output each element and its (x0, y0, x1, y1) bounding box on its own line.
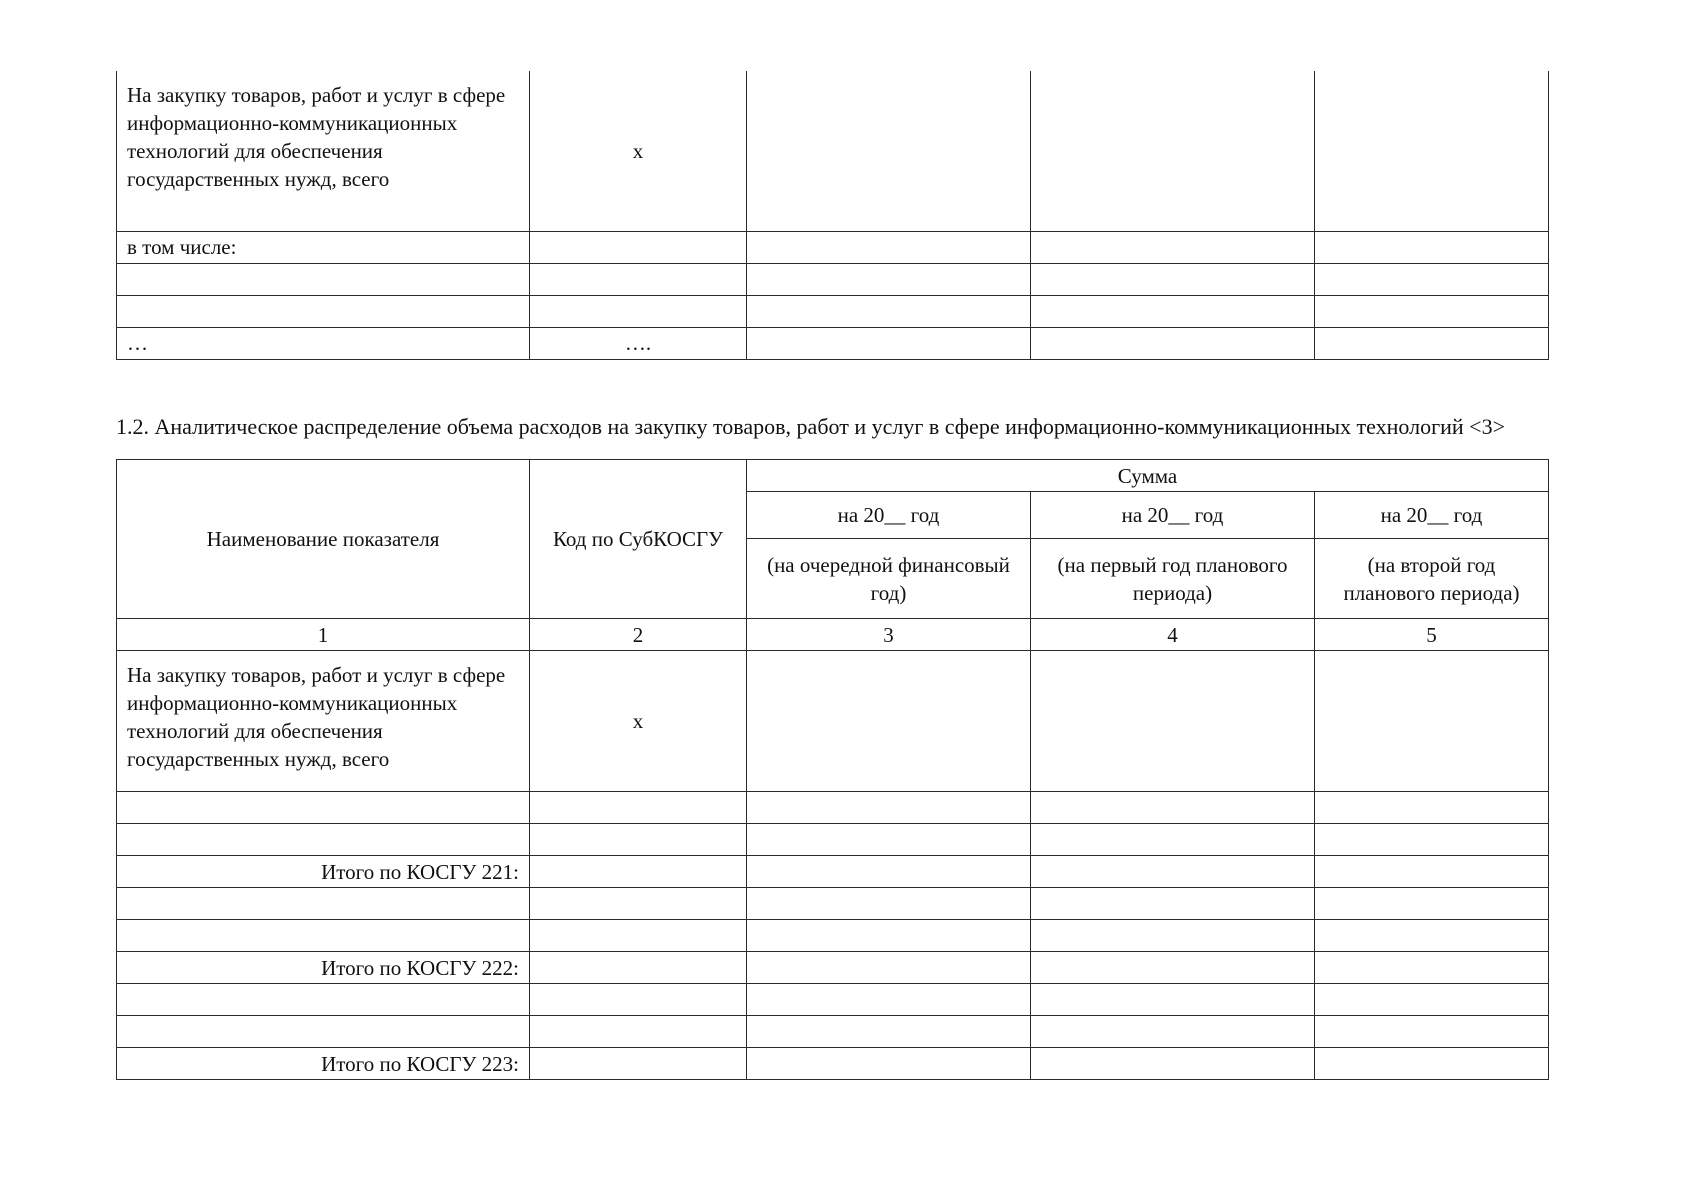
amount-cell[interactable] (1315, 651, 1549, 792)
header-year: на 20__ год (1031, 492, 1315, 539)
amount-cell[interactable] (1315, 71, 1549, 231)
amount-cell[interactable] (1315, 856, 1549, 888)
section-heading: 1.2. Аналитическое распределение объема расходов на закупку товаров, работ и услуг в сфере информационно-коммуникационных технологий <3> (116, 414, 1505, 439)
code-cell: …. (530, 327, 747, 359)
amount-cell[interactable] (747, 71, 1031, 231)
amount-cell[interactable] (747, 263, 1031, 295)
column-number: 3 (747, 619, 1031, 651)
indicator-name-cell[interactable] (117, 263, 530, 295)
amount-cell[interactable] (1031, 1048, 1315, 1080)
amount-cell[interactable] (1031, 1016, 1315, 1048)
header-period: (на первый год планового периода) (1031, 539, 1315, 619)
amount-cell[interactable] (1315, 263, 1549, 295)
table-continuation (116, 71, 1549, 360)
column-number: 1 (117, 619, 530, 651)
amount-cell[interactable] (747, 1016, 1031, 1048)
table-row (117, 263, 1549, 295)
indicator-name-cell: На закупку товаров, работ и услуг в сфере информационно-коммуникационных технологий для обеспечения государственных нужд, всего (117, 651, 530, 792)
code-cell[interactable] (530, 856, 747, 888)
code-cell[interactable] (530, 231, 747, 263)
total-row (117, 952, 1549, 984)
amount-cell[interactable] (1315, 1048, 1549, 1080)
table-row (117, 327, 1549, 359)
code-cell[interactable] (530, 295, 747, 327)
table-row (117, 231, 1549, 263)
amount-cell[interactable] (747, 231, 1031, 263)
amount-cell[interactable] (747, 920, 1031, 952)
code-cell[interactable] (530, 920, 747, 952)
indicator-name-cell[interactable] (117, 920, 530, 952)
indicator-name-cell[interactable] (117, 888, 530, 920)
amount-cell[interactable] (747, 952, 1031, 984)
amount-cell[interactable] (747, 888, 1031, 920)
table-row (117, 920, 1549, 952)
amount-cell[interactable] (1315, 327, 1549, 359)
amount-cell[interactable] (747, 295, 1031, 327)
amount-cell[interactable] (1031, 651, 1315, 792)
column-number: 2 (530, 619, 747, 651)
header-year: на 20__ год (747, 492, 1031, 539)
table-row (117, 651, 1549, 792)
indicator-name-cell[interactable] (117, 824, 530, 856)
table-row (117, 295, 1549, 327)
amount-cell[interactable] (1031, 984, 1315, 1016)
code-cell[interactable] (530, 952, 747, 984)
indicator-name-cell[interactable] (117, 1016, 530, 1048)
header-period: (на второй год планового периода) (1315, 539, 1549, 619)
amount-cell[interactable] (1031, 920, 1315, 952)
amount-cell[interactable] (1031, 824, 1315, 856)
amount-cell[interactable] (747, 792, 1031, 824)
amount-cell[interactable] (1031, 856, 1315, 888)
table-row (117, 792, 1549, 824)
table-row (117, 888, 1549, 920)
amount-cell[interactable] (1031, 792, 1315, 824)
amount-cell[interactable] (1031, 888, 1315, 920)
header-year: на 20__ год (1315, 492, 1549, 539)
header-sum: Сумма (747, 460, 1549, 492)
amount-cell[interactable] (1031, 295, 1315, 327)
amount-cell[interactable] (1315, 231, 1549, 263)
column-number: 5 (1315, 619, 1549, 651)
amount-cell[interactable] (747, 824, 1031, 856)
table-row (117, 824, 1549, 856)
table-row (117, 1016, 1549, 1048)
amount-cell[interactable] (1315, 295, 1549, 327)
amount-cell[interactable] (1031, 263, 1315, 295)
table-row (117, 984, 1549, 1016)
code-cell[interactable] (530, 888, 747, 920)
amount-cell[interactable] (747, 1048, 1031, 1080)
header-code: Код по СубКОСГУ (530, 460, 747, 619)
code-cell[interactable] (530, 792, 747, 824)
amount-cell[interactable] (1315, 824, 1549, 856)
total-label-kosgu-222: Итого по КОСГУ 222: (117, 952, 530, 984)
amount-cell[interactable] (1315, 920, 1549, 952)
amount-cell[interactable] (1315, 984, 1549, 1016)
amount-cell[interactable] (1315, 792, 1549, 824)
indicator-name-cell[interactable] (117, 792, 530, 824)
table-row (117, 71, 1549, 231)
header-indicator-name: Наименование показателя (117, 460, 530, 619)
code-cell[interactable] (530, 263, 747, 295)
indicator-name-cell: в том числе: (117, 231, 530, 263)
code-cell[interactable] (530, 1016, 747, 1048)
amount-cell[interactable] (1031, 327, 1315, 359)
table-header-row (117, 460, 1549, 492)
total-label-kosgu-221: Итого по КОСГУ 221: (117, 856, 530, 888)
indicator-name-cell[interactable] (117, 984, 530, 1016)
table-analytic-distribution (116, 459, 1549, 1080)
column-number-row (117, 619, 1549, 651)
amount-cell[interactable] (747, 856, 1031, 888)
code-cell[interactable] (530, 984, 747, 1016)
indicator-name-cell[interactable] (117, 295, 530, 327)
total-row (117, 856, 1549, 888)
indicator-name-cell: На закупку товаров, работ и услуг в сфере информационно-коммуникационных технологий для обеспечения государственных нужд, всего (117, 71, 530, 231)
total-label-kosgu-223: Итого по КОСГУ 223: (117, 1048, 530, 1080)
total-row (117, 1048, 1549, 1080)
indicator-name-cell: … (117, 327, 530, 359)
code-cell: x (530, 71, 747, 231)
amount-cell[interactable] (747, 327, 1031, 359)
code-cell[interactable] (530, 824, 747, 856)
amount-cell[interactable] (1031, 71, 1315, 231)
amount-cell[interactable] (1315, 888, 1549, 920)
amount-cell[interactable] (747, 984, 1031, 1016)
amount-cell[interactable] (1315, 1016, 1549, 1048)
code-cell[interactable] (530, 1048, 747, 1080)
amount-cell[interactable] (747, 651, 1031, 792)
header-period: (на очередной финансовый год) (747, 539, 1031, 619)
column-number: 4 (1031, 619, 1315, 651)
code-cell: x (530, 651, 747, 792)
amount-cell[interactable] (1031, 952, 1315, 984)
amount-cell[interactable] (1031, 231, 1315, 263)
amount-cell[interactable] (1315, 952, 1549, 984)
